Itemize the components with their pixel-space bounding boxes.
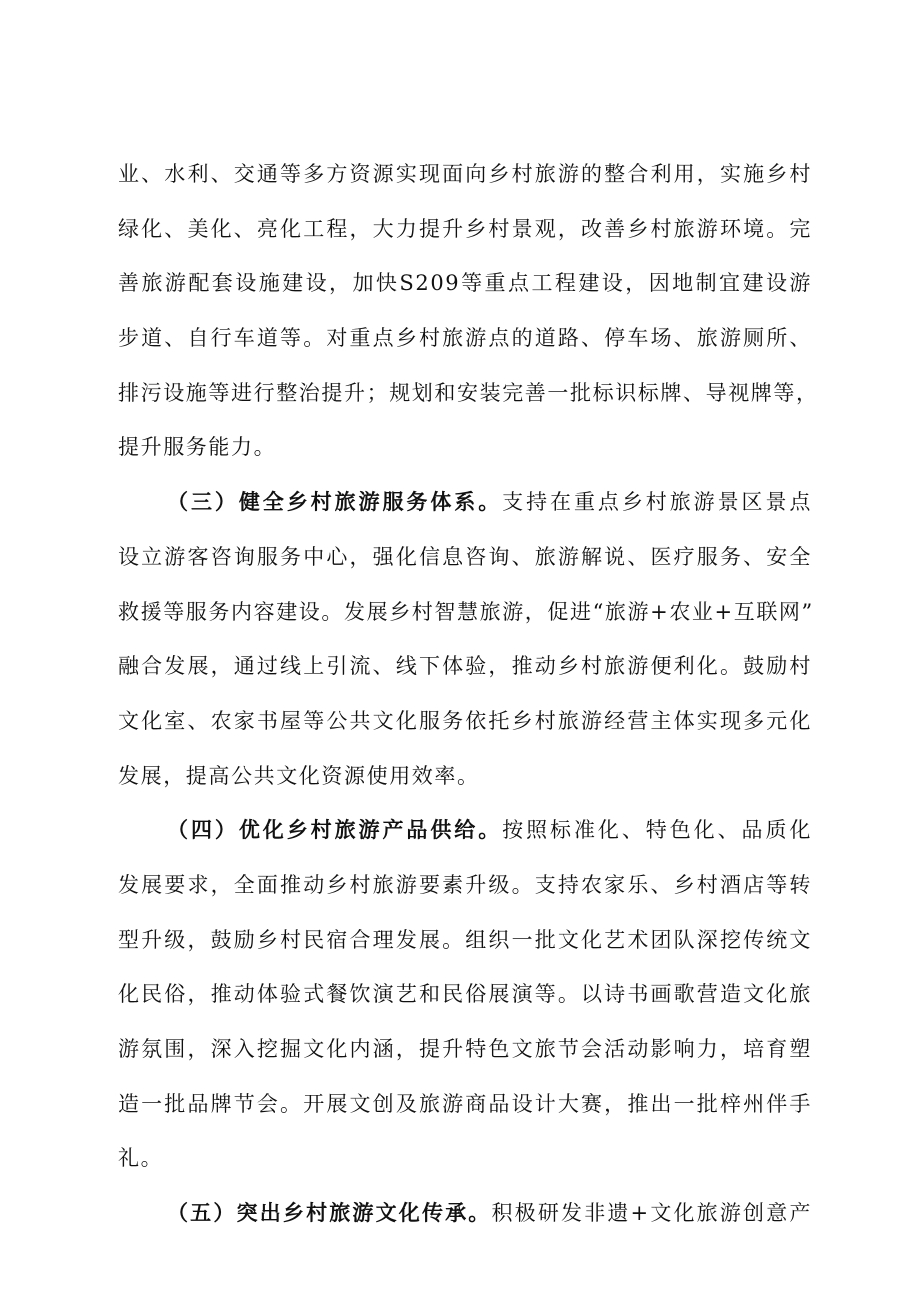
- text-line: 化民俗，推动体验式餐饮演艺和民俗展演等。以诗书画歌营造文化旅: [118, 982, 812, 1007]
- text-line: 型升级，鼓励乡村民宿合理发展。组织一批文化艺术团队深挖传统文: [118, 927, 812, 952]
- section-first-line: [118, 482, 812, 537]
- section-text: 按照标准化、特色化、品质化: [502, 818, 812, 843]
- section-heading: （四）优化乡村旅游产品供给。: [167, 817, 503, 843]
- section-heading: （三）健全乡村旅游服务体系。: [167, 489, 503, 515]
- text-line: 礼。: [118, 1146, 164, 1171]
- text-line: 排污设施等进行整治提升；规划和安装完善一批标识标牌、导视牌等，: [118, 380, 819, 405]
- text-line: 造一批品牌节会。开展文创及旅游商品设计大赛，推出一批梓州伴手: [118, 1091, 812, 1116]
- text-line: 善旅游配套设施建设，加快S209等重点工程建设，因地制宜建设游: [118, 271, 812, 296]
- text-line: 业、水利、交通等多方资源实现面向乡村旅游的整合利用，实施乡村: [118, 162, 812, 186]
- text-line: 绿化、美化、亮化工程，大力提升乡村景观，改善乡村旅游环境。完: [118, 216, 812, 241]
- section-text: 积极研发非遗+文化旅游创意产: [491, 1201, 812, 1226]
- text-line: 救援等服务内容建设。发展乡村智慧旅游，促进“旅游+农业+互联网”: [118, 599, 814, 624]
- section-first-line: [118, 1193, 812, 1248]
- text-line: 发展，提高公共文化资源使用效率。: [118, 763, 480, 788]
- section-text: 支持在重点乡村旅游景区景点: [502, 490, 812, 515]
- text-line: 设立游客咨询服务中心，强化信息咨询、旅游解说、医疗服务、安全: [118, 544, 812, 569]
- section-heading: （五）突出乡村旅游文化传承。: [167, 1200, 492, 1226]
- text-line: 发展要求，全面推动乡村旅游要素升级。支持农家乐、乡村酒店等转: [118, 872, 812, 897]
- text-line: 提升服务能力。: [118, 435, 277, 460]
- text-line: 文化室、农家书屋等公共文化服务依托乡村旅游经营主体实现多元化: [118, 708, 812, 733]
- text-line: 步道、自行车道等。对重点乡村旅游点的道路、停车场、旅游厕所、: [118, 326, 812, 351]
- text-line: 融合发展，通过线上引流、线下体验，推动乡村旅游便利化。鼓励村: [118, 654, 812, 679]
- body-text: [118, 154, 819, 1248]
- section-first-line: [118, 810, 812, 865]
- text-line: 游氛围，深入挖掘文化内涵，提升特色文旅节会活动影响力，培育塑: [118, 1037, 812, 1061]
